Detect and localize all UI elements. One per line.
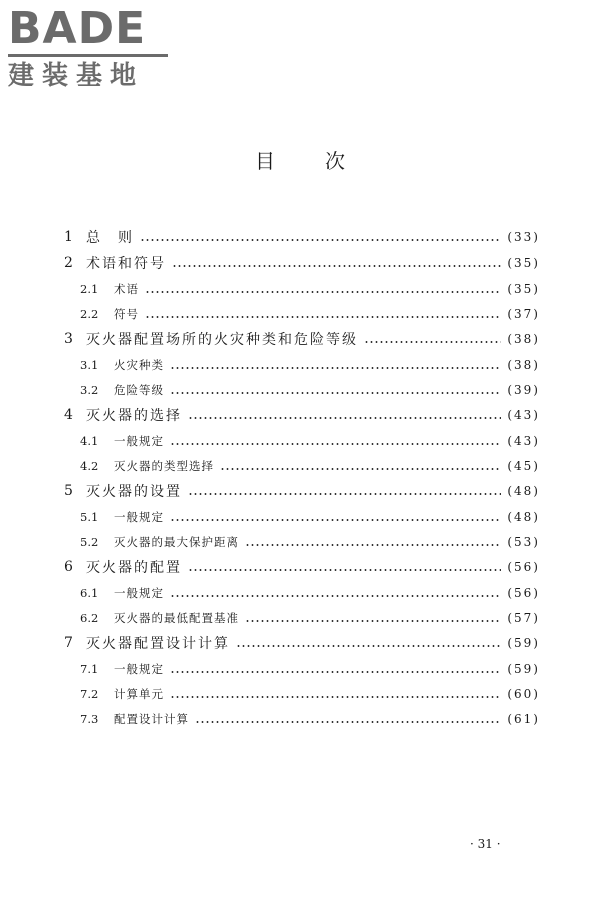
toc-leader-dots: [236, 645, 501, 647]
toc-entry-label: 一般规定: [114, 509, 164, 524]
toc-leader-dots: [140, 239, 501, 241]
toc-entry[interactable]: [64, 529, 540, 554]
toc-entry[interactable]: [64, 656, 540, 681]
logo-divider: [8, 54, 168, 57]
toc-entry-label: 配置设计计算: [114, 711, 189, 726]
toc-leader-dots: [220, 468, 501, 470]
toc-entry[interactable]: [64, 224, 540, 250]
toc-leader-dots: [188, 569, 501, 571]
toc-entry-number: 4.2: [80, 458, 99, 473]
toc-entry-page: (39): [507, 382, 540, 397]
toc-entry[interactable]: [64, 352, 540, 377]
toc-entry-label: 术语和符号: [86, 256, 166, 272]
brand-logo: [8, 3, 183, 91]
toc-leader-dots: [170, 519, 501, 521]
toc-entry-label: 火灾种类: [114, 357, 164, 372]
toc-leader-dots: [170, 696, 501, 698]
toc-entry[interactable]: [64, 301, 540, 326]
toc-entry-number: 2: [64, 255, 73, 271]
toc-entry-page: (35): [507, 256, 540, 270]
toc-entry-page: (60): [507, 686, 540, 701]
logo-brand-text: BADE: [8, 3, 147, 54]
toc-entry[interactable]: [64, 706, 540, 731]
toc-entry-number: 6.2: [80, 610, 99, 625]
toc-entry-label: 一般规定: [114, 433, 164, 448]
toc-entry-number: 3.2: [80, 382, 99, 397]
toc-entry-page: (37): [507, 306, 540, 321]
toc-entry-label: 一般规定: [114, 585, 164, 600]
toc-leader-dots: [145, 316, 501, 318]
toc-entry-page: (38): [507, 332, 540, 346]
toc-entry-number: 1: [64, 229, 73, 245]
toc-entry-page: (56): [507, 560, 540, 574]
toc-entry-page: (56): [507, 585, 540, 600]
toc-leader-dots: [195, 721, 501, 723]
toc-entry-page: (59): [507, 661, 540, 676]
toc-entry[interactable]: [64, 377, 540, 402]
toc-entry-page: (35): [507, 281, 540, 296]
toc-entry[interactable]: [64, 428, 540, 453]
toc-leader-dots: [188, 493, 501, 495]
toc-entry[interactable]: [64, 504, 540, 529]
toc-entry[interactable]: [64, 580, 540, 605]
toc-entry-label: 灭火器的最低配置基准: [114, 610, 239, 625]
toc-leader-dots: [170, 443, 501, 445]
toc-leader-dots: [170, 595, 501, 597]
toc-entry[interactable]: [64, 630, 540, 656]
toc-entry-label: 计算单元: [114, 686, 164, 701]
toc-entry-number: 2.2: [80, 306, 99, 321]
toc-entry-number: 6.1: [80, 585, 99, 600]
toc-leader-dots: [245, 620, 501, 622]
toc-entry-label: 术语: [114, 281, 139, 296]
toc-entry[interactable]: [64, 554, 540, 580]
toc-entry-page: (53): [507, 534, 540, 549]
toc-entry[interactable]: [64, 250, 540, 276]
toc-entry[interactable]: [64, 605, 540, 630]
page-title: 目次: [255, 149, 395, 173]
toc-entry-page: (57): [507, 610, 540, 625]
toc-entry-number: 7.3: [80, 711, 99, 726]
toc-entry-page: (43): [507, 433, 540, 448]
toc-leader-dots: [170, 392, 501, 394]
toc-entry-label: 总 则: [86, 230, 134, 246]
toc-entry-page: (33): [507, 230, 540, 244]
toc-leader-dots: [188, 417, 501, 419]
toc-entry-label: 灭火器配置场所的火灾种类和危险等级: [86, 332, 358, 348]
toc-entry-number: 5.2: [80, 534, 99, 549]
toc-entry-number: 5.1: [80, 509, 99, 524]
toc-entry[interactable]: [64, 453, 540, 478]
logo-tagline: 建装基地: [8, 61, 145, 91]
toc-entry-page: (59): [507, 636, 540, 650]
toc-entry-number: 4.1: [80, 433, 99, 448]
toc-entry[interactable]: [64, 276, 540, 301]
toc-entry-page: (45): [507, 458, 540, 473]
toc-entry-label: 符号: [114, 306, 139, 321]
toc-entry-page: (48): [507, 509, 540, 524]
toc-leader-dots: [245, 544, 501, 546]
toc-entry-label: 灭火器的选择: [86, 408, 182, 424]
toc-entry[interactable]: [64, 326, 540, 352]
toc-entry-label: 危险等级: [114, 382, 164, 397]
toc-entry[interactable]: [64, 402, 540, 428]
toc-entry-number: 3: [64, 331, 73, 347]
table-of-contents: [64, 224, 540, 731]
toc-entry-page: (43): [507, 408, 540, 422]
toc-entry-number: 7.2: [80, 686, 99, 701]
toc-entry-label: 灭火器的配置: [86, 560, 182, 576]
toc-entry-page: (61): [507, 711, 540, 726]
toc-entry-label: 灭火器配置设计计算: [86, 636, 230, 652]
toc-entry-number: 6: [64, 559, 73, 575]
page-number: · 31 ·: [470, 837, 501, 851]
toc-entry-number: 2.1: [80, 281, 99, 296]
toc-entry-number: 7.1: [80, 661, 99, 676]
toc-leader-dots: [364, 341, 501, 343]
toc-entry-label: 灭火器的设置: [86, 484, 182, 500]
toc-leader-dots: [170, 367, 501, 369]
toc-entry-page: (38): [507, 357, 540, 372]
toc-entry-number: 5: [64, 483, 73, 499]
toc-entry-number: 4: [64, 407, 73, 423]
toc-leader-dots: [145, 291, 501, 293]
toc-entry-page: (48): [507, 484, 540, 498]
toc-entry-label: 一般规定: [114, 661, 164, 676]
toc-leader-dots: [172, 265, 501, 267]
toc-leader-dots: [170, 671, 501, 673]
toc-entry-number: 7: [64, 635, 73, 651]
toc-entry-label: 灭火器的最大保护距离: [114, 534, 239, 549]
toc-entry[interactable]: [64, 681, 540, 706]
toc-entry-label: 灭火器的类型选择: [114, 458, 214, 473]
toc-entry-number: 3.1: [80, 357, 99, 372]
toc-entry[interactable]: [64, 478, 540, 504]
